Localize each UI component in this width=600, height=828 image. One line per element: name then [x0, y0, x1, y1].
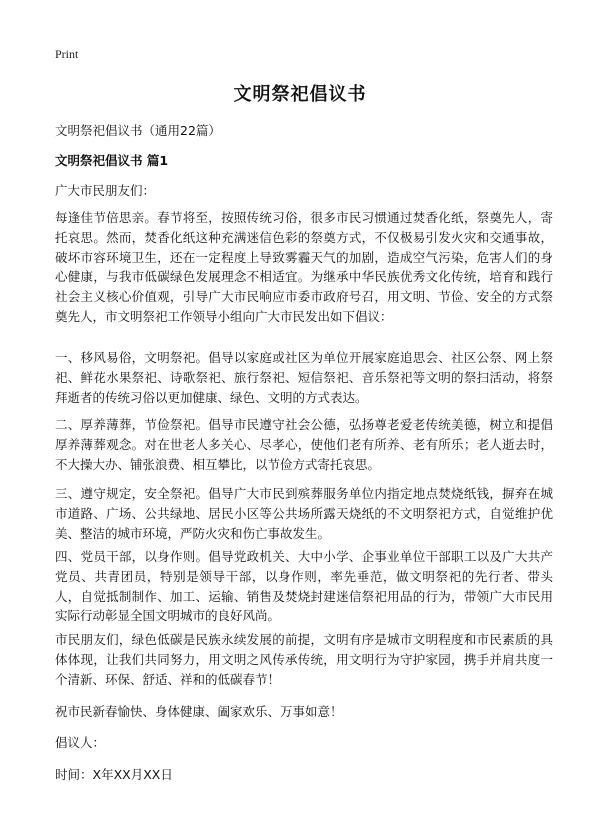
date-line: 时间：X年XX月XX日	[55, 767, 173, 782]
paragraph-proposal-3: 三、遵守规定，安全祭祀。倡导广大市民到殡葬服务单位内指定地点焚烧纸钱，摒弃在城市道路、广场、公共绿地、居民小区等公共场所露天烧纸的不文明祭祀方式，自觉维护优美、整洁的城市环境，严防火灾和伤亡事故发生。	[55, 486, 553, 541]
section-heading: 文明祭祀倡议书 篇1	[55, 153, 169, 168]
document-title: 文明祭祀倡议书	[233, 84, 367, 105]
paragraph-conclusion: 市民朋友们，绿色低碳是民族永续发展的前提，文明有序是城市文明程度和市民素质的具体体现，让我们共同努力，用文明之风传承传统，用文明行为守护家园，携手并肩共度一个清新、环保、舒适、祥和的低碳春节！	[55, 632, 553, 687]
paragraph-proposal-1: 一、移风易俗，文明祭祀。倡导以家庭或社区为单位开展家庭追思会、社区公祭、网上祭祀、鲜花水果祭祀、诗歌祭祀、旅行祭祀、短信祭祀、音乐祭祀等文明的祭扫活动，将祭拜逝者的传统习俗以更加健康、绿色、文明的方式表达。	[55, 350, 553, 405]
document-subtitle: 文明祭祀倡议书（通用22篇）	[55, 123, 221, 138]
paragraph-proposal-4: 四、党员干部，以身作则。倡导党政机关、大中小学、企事业单位干部职工以及广大共产党员、共青团员，特别是领导干部，以身作则，率先垂范，做文明祭祀的先行者、带头人，自觉抵制制作、加工、运输、销售及焚烧封建迷信祭祀用品的行为，带领广大市民用实际行动彰显全国文明城市的良好风尚。	[55, 549, 553, 624]
salutation: 广大市民朋友们：	[55, 183, 156, 198]
signer-line: 倡议人：	[55, 735, 106, 750]
closing-wishes: 祝市民新春愉快、身体健康、阖家欢乐、万事如意！	[55, 704, 343, 719]
print-label: Print	[55, 47, 79, 61]
paragraph-intro: 每逢佳节倍思亲。春节将至，按照传统习俗，很多市民习惯通过焚香化纸，祭奠先人，寄托哀思。然而，焚香化纸这种充满迷信色彩的祭奠方式，不仅极易引发火灾和交通事故，破坏市容环境卫生，还在一定程度上导致雾霾天气的加剧，造成空气污染，危害人们的身心健康，与我市低碳绿色发展理念不相适宜。为继承中华民族优秀文化传统，培育和践行社会主义核心价值观，引导广大市民响应市委市政府号召，用文明、节俭、安全的方式祭奠先人，市文明祭祀工作领导小组向广大市民发出如下倡议：	[55, 210, 553, 324]
paragraph-proposal-2: 二、厚养薄葬，节俭祭祀。倡导市民遵守社会公德，弘扬尊老爱老传统美德，树立和提倡厚养薄葬观念。对在世老人多关心、尽孝心，使他们老有所养、老有所乐；老人逝去时，不大操大办、铺张浪费、相互攀比，以节俭方式寄托哀思。	[55, 417, 553, 472]
